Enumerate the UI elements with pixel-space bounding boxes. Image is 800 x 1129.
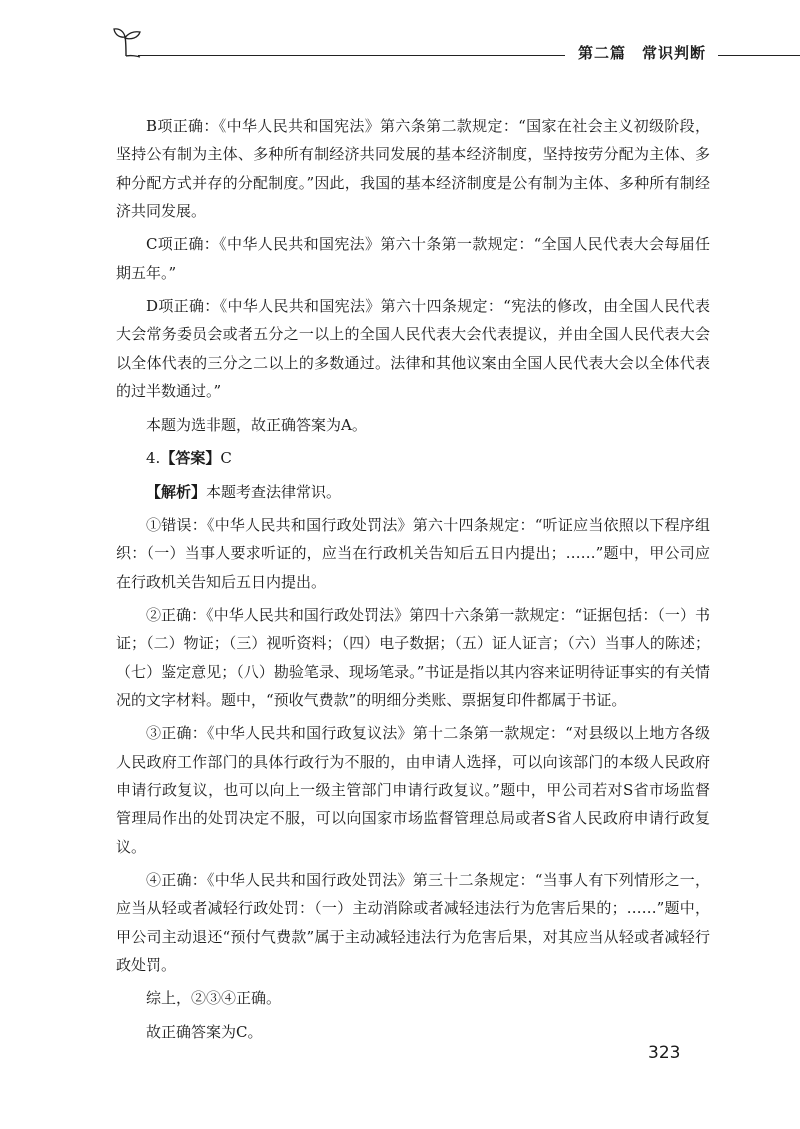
sprout-icon xyxy=(113,26,143,58)
conclusion-line: 故正确答案为C。 xyxy=(146,1022,263,1041)
q4-analysis-line xyxy=(116,478,710,506)
page-body xyxy=(116,112,710,1046)
item-4: ④正确：《中华人民共和国行政处罚法》第三十二条规定：“当事人有下列情形之一，应当从轻或者减轻行政处罚：（一）主动消除或者减轻违法行为危害后果的；……”题中，甲公司主动退还“预付气费款”属于主动减轻违法行为危害后果，对其应当从轻或者减轻行政处罚。 xyxy=(116,871,710,974)
paragraph-option-b: B项正确：《中华人民共和国宪法》第六条第二款规定：“国家在社会主义初级阶段，坚持公有制为主体、多种所有制经济共同发展的基本经济制度，坚持按劳分配为主体、多种分配方式并存的分配制度。”因此，我国的基本经济制度是公有制为主体、多种所有制经济共同发展。 xyxy=(116,117,710,220)
header-rule-left xyxy=(138,55,565,56)
header-rule-right xyxy=(718,55,800,56)
q4-number: 4. xyxy=(146,449,161,468)
item-2: ②正确：《中华人民共和国行政处罚法》第四十六条第一款规定：“证据包括：（一）书证；（二）物证；（三）视听资料；（四）电子数据；（五）证人证言；（六）当事人的陈述；（七）鉴定意见；（八）勘验笔录、现场笔录。”书证是指以其内容来证明待证事实的有关情况的文字材料。题中，“预收气费款”的明细分类账、票据复印件都属于书证。 xyxy=(116,606,710,709)
part-label: 第二篇 xyxy=(578,44,627,62)
analysis-tag: 【解析】 xyxy=(146,482,207,501)
analysis-text: 本题考查法律常识。 xyxy=(206,482,342,501)
paragraph-option-c: C项正确：《中华人民共和国宪法》第六十条第一款规定：“全国人民代表大会每届任期五年。” xyxy=(116,235,710,282)
page-number: 323 xyxy=(648,1043,681,1063)
q4-answer-line xyxy=(116,444,710,472)
answer-tag: 【答案】 xyxy=(160,449,221,468)
paragraph-option-d: D项正确：《中华人民共和国宪法》第六十四条规定：“宪法的修改，由全国人民代表大会常务委员会或者五分之一以上的全国人民代表大会代表提议，并由全国人民代表大会以全体代表的三分之二以上的多数通过。法律和其他议案由全国人民代表大会以全体代表的过半数通过。” xyxy=(116,297,710,401)
chapter-label: 常识判断 xyxy=(642,44,707,62)
section-title xyxy=(578,42,706,63)
paragraph-q3-conclusion: 本题为选非题，故正确答案为A。 xyxy=(146,415,367,434)
item-3: ③正确：《中华人民共和国行政复议法》第十二条第一款规定：“对县级以上地方各级人民政府工作部门的具体行政行为不服的，由申请人选择，可以向该部门的本级人民政府申请行政复议，也可以向上一级主管部门申请行政复议。”题中，甲公司若对S省市场监督管理局作出的处罚决定不服，可以向国家市场监督管理总局或者S省人民政府申请行政复议。 xyxy=(116,724,710,856)
item-1: ①错误：《中华人民共和国行政处罚法》第六十四条规定：“听证应当依照以下程序组织：（一）当事人要求听证的，应当在行政机关告知后五日内提出；……”题中，甲公司应在行政机关告知后五日内提出。 xyxy=(116,515,710,591)
summary-line: 综上，②③④正确。 xyxy=(146,989,282,1008)
page-header xyxy=(0,22,800,72)
answer-value: C xyxy=(220,449,232,468)
